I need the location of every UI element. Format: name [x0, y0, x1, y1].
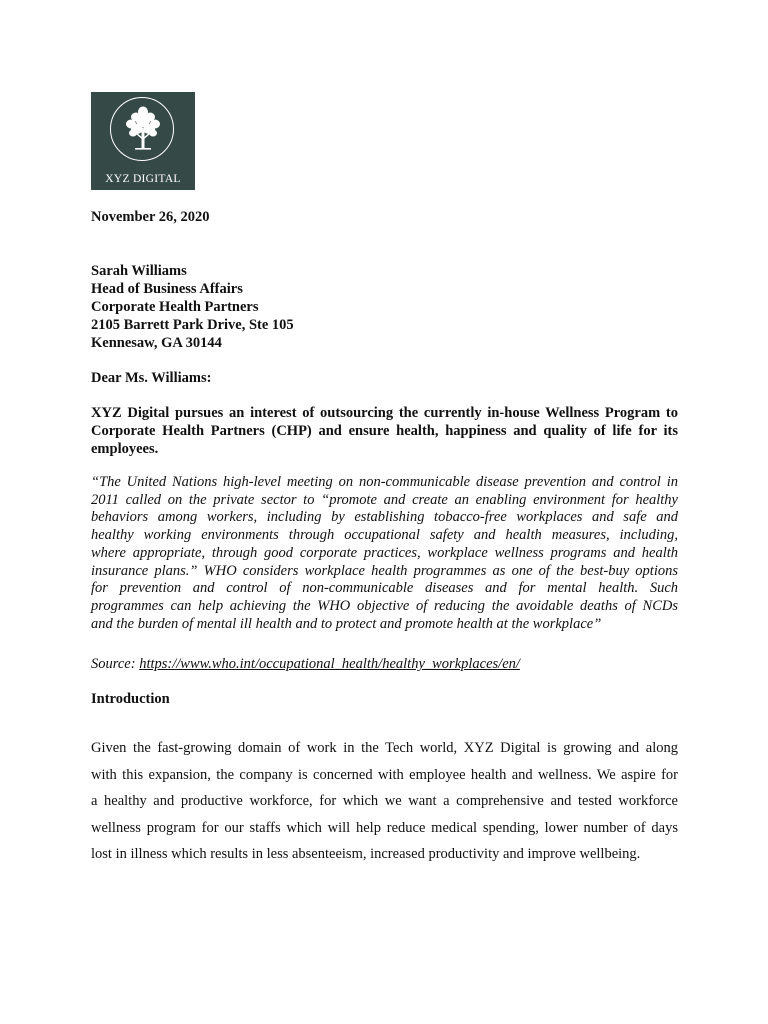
source-label: Source:	[91, 656, 136, 672]
logo-company-name: XYZ DIGITAL	[105, 173, 181, 185]
company-logo	[91, 92, 195, 190]
salutation: Dear Ms. Williams:	[91, 370, 212, 386]
quote-line: for prevention and control of non-communicable diseases and for mental health. Such	[91, 580, 678, 597]
recipient-city: Kennesaw, GA 30144	[91, 335, 222, 351]
quote-line: “The United Nations high-level meeting on non-communicable disease prevention and control in	[91, 474, 678, 490]
quote-line: insurance plans.” WHO considers workplace health programmes as one of the best-buy options	[91, 562, 678, 579]
intro-paragraph	[91, 404, 678, 458]
paragraph-line: lost in illness which results in less absenteeism, increased productivity and improve wellbeing.	[91, 846, 641, 862]
recipient-name: Sarah Williams	[91, 263, 187, 279]
paragraph-line: Corporate Health Partners (CHP) and ensure health, happiness and quality of life for its	[91, 423, 678, 439]
recipient-company: Corporate Health Partners	[91, 299, 259, 315]
source-citation	[91, 655, 678, 673]
letter-date: November 26, 2020	[91, 209, 210, 225]
recipient-title: Head of Business Affairs	[91, 281, 243, 297]
who-quote	[91, 474, 678, 633]
quote-line: behaviors among workers, including by establishing tobacco-free workplaces and safe and	[91, 509, 678, 526]
recipient-street: 2105 Barrett Park Drive, Ste 105	[91, 317, 294, 333]
paragraph-line: with this expansion, the company is concerned with employee health and wellness. We aspire for	[91, 766, 678, 783]
quote-line: 2011 called on the private sector to “promote and create an enabling environment for healthy	[91, 491, 678, 508]
paragraph-line: wellness program for our staffs which will help reduce medical spending, lower number of days	[91, 819, 678, 836]
paragraph-line: Given the fast-growing domain of work in the Tech world, XYZ Digital is growing and along	[91, 740, 678, 756]
source-link[interactable]: https://www.who.int/occupational_health/healthy_workplaces/en/	[139, 656, 520, 672]
section-heading: Introduction	[91, 691, 170, 707]
tree-icon	[121, 106, 165, 154]
quote-line: healthy working environments through occupational safety and health measures, including,	[91, 527, 678, 544]
introduction-paragraph	[91, 735, 678, 868]
paragraph-line: employees.	[91, 441, 159, 457]
paragraph-line: a healthy and productive workforce, for which we want a comprehensive and tested workforce	[91, 793, 678, 809]
recipient-address	[91, 262, 678, 352]
quote-line: where appropriate, through good corporate practices, workplace wellness programs and health	[91, 544, 678, 561]
paragraph-line: XYZ Digital pursues an interest of outsourcing the currently in-house Wellness Program to	[91, 405, 678, 421]
quote-line: programmes can help achieving the WHO objective of reducing the avoidable deaths of NCDs	[91, 597, 678, 614]
quote-line: and the burden of mental ill health and to protect and promote health at the workplace”	[91, 615, 602, 632]
